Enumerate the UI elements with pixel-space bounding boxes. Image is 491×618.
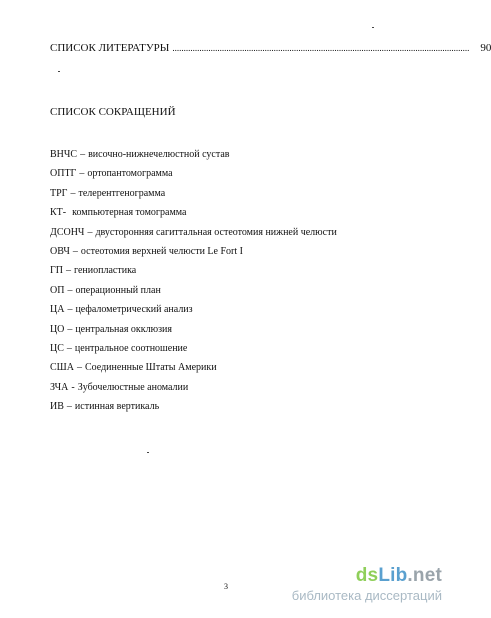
abbreviation-key: ОВЧ (50, 245, 70, 257)
abbreviation-item (50, 401, 337, 420)
scan-speck (372, 27, 374, 28)
abbreviation-separator: – (67, 304, 73, 316)
abbreviation-separator: – (72, 245, 78, 257)
abbreviation-definition: центральное соотношение (74, 342, 188, 354)
abbreviation-item (50, 304, 337, 323)
scan-speck (58, 71, 60, 72)
abbreviation-item (50, 265, 337, 284)
abbreviation-separator: – (67, 323, 73, 335)
abbreviation-key: ВНЧС (50, 149, 78, 160)
abbreviation-definition: центральная окклюзия (75, 323, 172, 335)
watermark-subtitle: библиотека диссертаций (291, 588, 442, 603)
watermark-logo: dsLib.net (355, 565, 442, 586)
page-number: 3 (224, 582, 228, 591)
abbreviation-separator: – (67, 284, 73, 296)
abbreviation-key: ИВ (50, 401, 64, 413)
abbreviation-item (50, 227, 337, 246)
abbreviation-item (50, 246, 337, 265)
toc-page-number: 90 (480, 42, 491, 54)
abbreviation-separator: – (70, 187, 76, 199)
abbreviation-item (50, 362, 337, 381)
abbreviation-key: США (50, 362, 74, 374)
abbreviation-definition: телерентгенограмма (78, 187, 166, 199)
abbreviation-definition: остеотомия верхней челюсти Le Fort I (80, 245, 243, 257)
abbreviation-item (50, 207, 337, 226)
abbreviation-key: ГП (50, 265, 64, 277)
abbreviation-item (50, 188, 337, 207)
abbreviation-definition: височно-нижнечелюстной сустав (88, 149, 230, 160)
abbreviation-definition: гениопластика (74, 265, 137, 277)
abbreviation-key: ДСОНЧ (50, 226, 85, 238)
abbreviation-separator: – (87, 226, 93, 238)
abbreviation-item (50, 324, 337, 343)
toc-entry[interactable] (50, 42, 491, 54)
toc-entry-label: СПИСОК ЛИТЕРАТУРЫ (50, 42, 170, 54)
abbreviation-definition: цефалометрический анализ (75, 304, 193, 316)
abbreviation-separator: – (66, 265, 72, 277)
abbreviation-key: ЦО (50, 323, 65, 335)
abbreviation-definition: двусторонняя сагиттальная остеотомия нижней челюсти (95, 226, 337, 238)
section-heading: СПИСОК СОКРАЩЕНИЙ (50, 106, 176, 118)
toc-leader-dots: .................................................................................................................................... (172, 43, 470, 53)
abbreviation-key: ЗЧА (50, 381, 69, 393)
abbreviation-list (50, 149, 337, 420)
abbreviation-definition: операционный план (75, 284, 161, 296)
abbreviation-definition: Соединенные Штаты Америки (84, 362, 217, 374)
abbreviation-separator: – (76, 362, 82, 374)
abbreviation-key: КТ- (50, 207, 67, 219)
abbreviation-separator: - (71, 381, 75, 393)
abbreviation-separator: – (66, 401, 72, 413)
abbreviation-key: ОП (50, 284, 65, 296)
abbreviation-definition: компьютерная томограмма (72, 207, 187, 219)
abbreviation-definition: ортопантомограмма (87, 168, 173, 180)
abbreviation-separator: – (79, 168, 85, 180)
scan-speck (147, 452, 149, 453)
abbreviation-item (50, 343, 337, 362)
watermark (292, 566, 442, 604)
abbreviation-item (50, 285, 337, 304)
abbreviation-separator: – (80, 149, 86, 160)
abbreviation-key: ОПТГ (50, 168, 77, 180)
abbreviation-definition: истинная вертикаль (74, 401, 160, 413)
abbreviation-item (50, 382, 337, 401)
abbreviation-item (50, 168, 337, 187)
abbreviation-definition: Зубочелюстные аномалии (77, 381, 189, 393)
abbreviation-separator: – (66, 342, 72, 354)
abbreviation-key: ЦА (50, 304, 65, 316)
abbreviation-key: ЦС (50, 342, 64, 354)
abbreviation-item (50, 149, 337, 168)
abbreviation-key: ТРГ (50, 187, 68, 199)
